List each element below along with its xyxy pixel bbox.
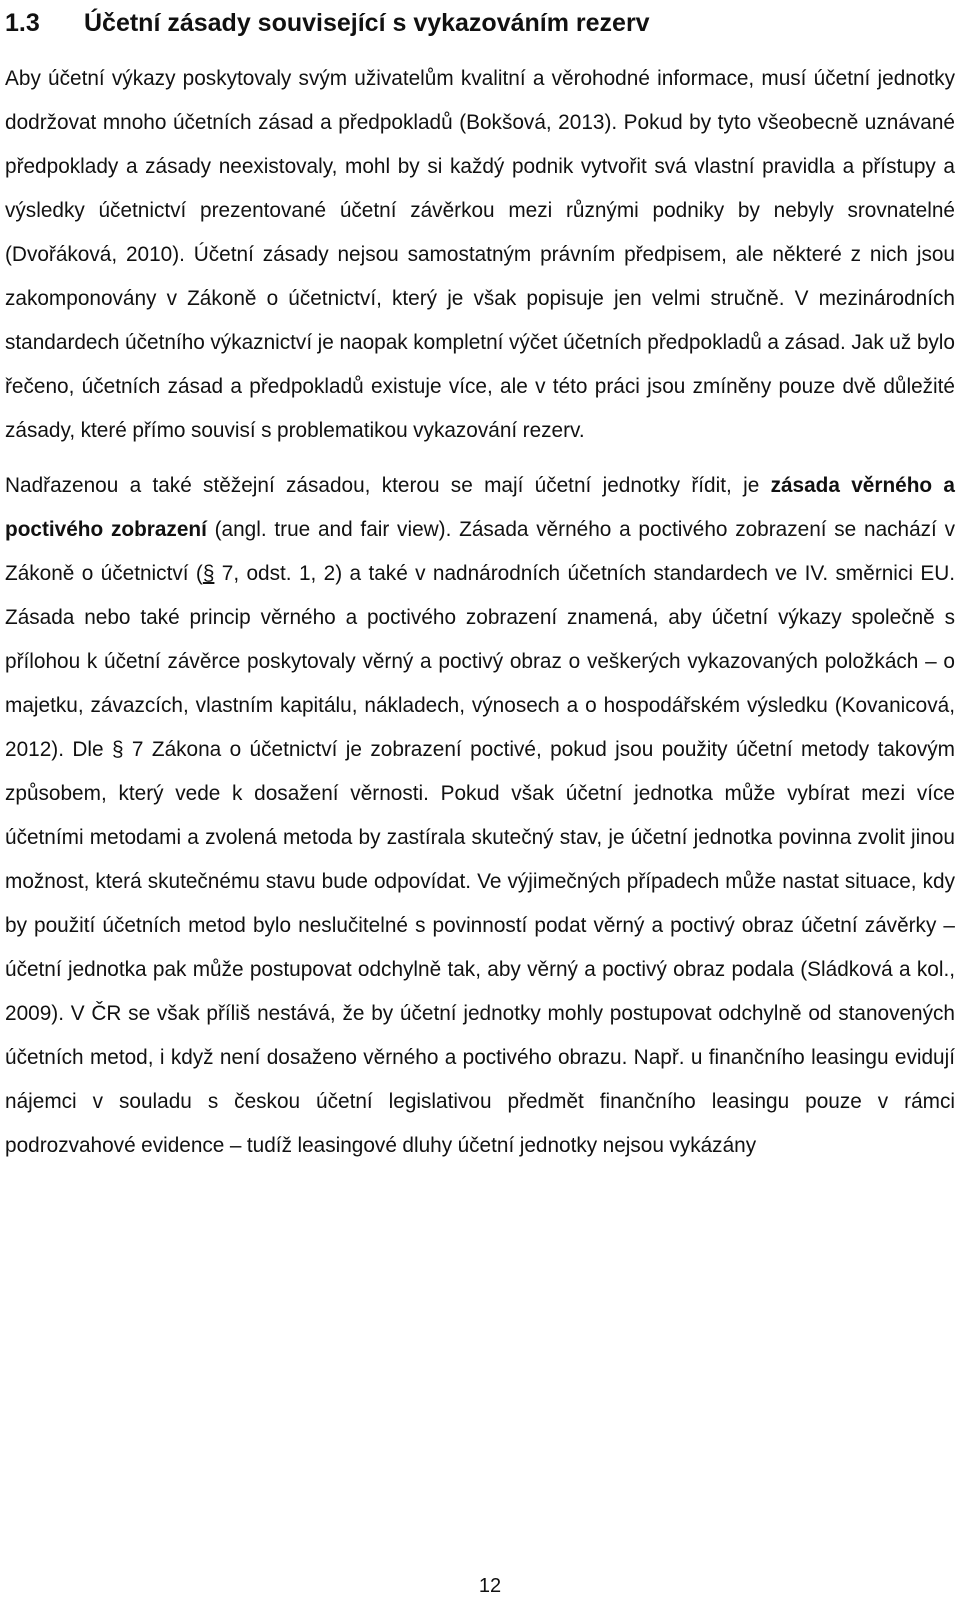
section-symbol: § — [202, 562, 215, 585]
section-heading — [5, 0, 955, 43]
paragraph-text-part-b: 7, odst. 1, 2) a také v nadnárodních účetních standardech ve IV. směrnici EU. Zásada nebo také princip věrného a poctivého zobrazení znamená, aby účetní výkazy společně s přílohou k účetní závěrce poskytovaly věrný a poctivý obraz o veškerých vykazovaných položkách – o majetku, závazcích, vlastním kapitálu, nákladech, výnosech a o hospodářském výsledku (Kovanicová, 2012). Dle — [5, 562, 955, 761]
paragraph-text-part-a: (angl. true and fair view). Zásada věrného a poctivého zobrazení se nachází v Zákoně o účetnictví ( — [5, 518, 955, 585]
paragraph-text-part-c: 7 Zákona o účetnictví je zobrazení poctivé, pokud jsou použity účetní metody takovým způsobem, který vede k dosažení věrnosti. Pokud však účetní jednotka může vybírat mezi více účetními metodami a zvolená metoda by zastírala skutečný stav, je účetní jednotka povinna zvolit jinou možnost, která skutečnému stavu bude odpovídat. Ve výjimečných případech může nastat situace, kdy by použití účetních metod bylo neslučitelné s povinností podat věrný a poctivý obraz účetní závěrky – účetní jednotka pak může postupovat odchylně tak, aby věrný a poctivý obraz podala (Sládková a kol., 2009). V ČR se však příliš nestává, že by účetní jednotky mohly postupovat odchylně od stanovených účetních metod, i když není dosaženo věrného a poctivého obrazu. Např. u finančního leasingu evidují nájemci v souladu s českou účetní legislativou předmět finančního leasingu pouze v rámci podrozvahové evidence – tudíž leasingové dluhy účetní jednotky nejsou vykázány — [5, 738, 956, 1157]
paragraph-true-and-fair-view — [5, 464, 955, 1168]
section-symbol-2: § — [111, 738, 124, 761]
document-page — [5, 0, 955, 1168]
paragraph-accounting-principles: Aby účetní výkazy poskytovaly svým uživatelům kvalitní a věrohodné informace, musí účetní jednotky dodržovat mnoho účetních zásad a předpokladů (Bokšová, 2013). Pokud by tyto všeobecně uznávané předpoklady a zásady neexistovaly, mohl by si každý podnik vytvořit svá vlastní pravidla a přístupy a výsledky účetnictví prezentované účetní závěrkou mezi různými podniky by nebyly srovnatelné (Dvořáková, 2010). Účetní zásady nejsou samostatným právním předpisem, ale některé z nich jsou zakomponovány v Zákoně o účetnictví, který je však popisuje jen velmi stručně. V mezinárodních standardech účetního výkaznictví je naopak kompletní výčet účetních předpokladů a zásad. Jak už bylo řečeno, účetních zásad a předpokladů existuje více, ale v této práci jsou zmíněny pouze dvě důležité zásady, které přímo souvisí s problematikou vykazování rezerv. — [5, 67, 955, 442]
paragraph-text-intro: Nadřazenou a také stěžejní zásadou, kterou se mají účetní jednotky řídit, je — [5, 474, 760, 497]
page-number: 12 — [478, 1575, 502, 1597]
bold-term-true-and-fair: zásada věrného a poctivého zobrazení — [5, 474, 955, 541]
section-title: Účetní zásady související s vykazováním rezerv — [84, 9, 650, 37]
section-number: 1.3 — [5, 9, 40, 37]
